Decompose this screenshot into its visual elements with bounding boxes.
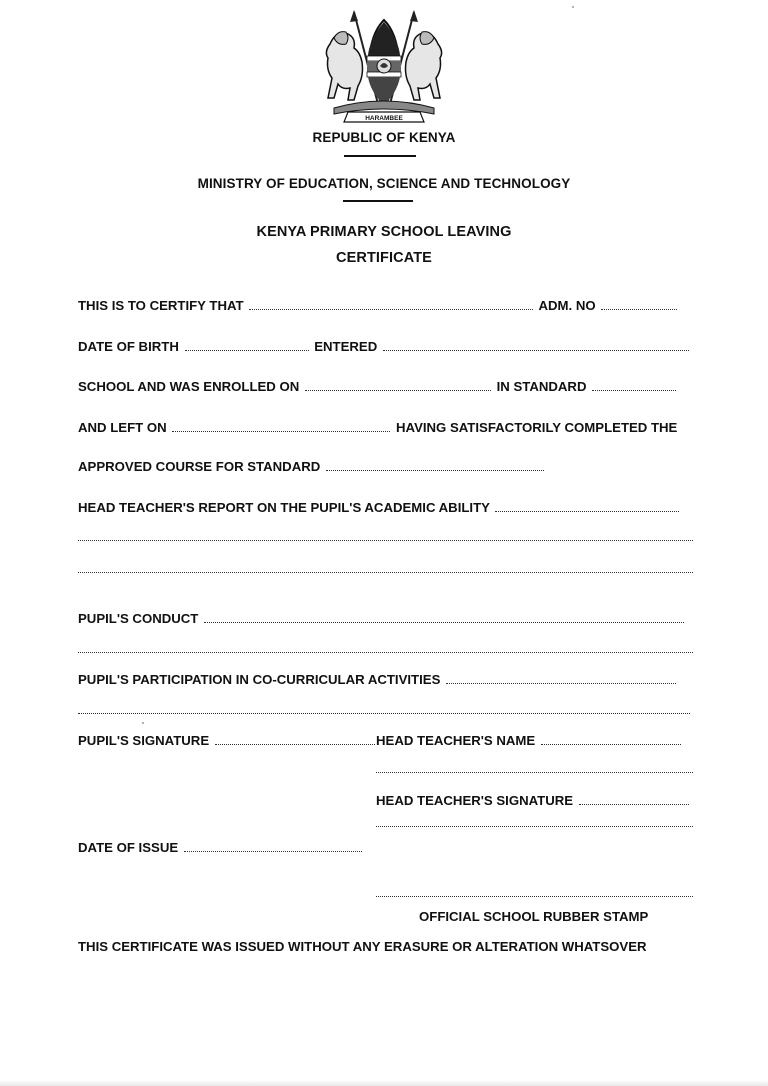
head-signature-blank-line-2	[376, 826, 693, 827]
motto-text: HARAMBEE	[365, 115, 403, 122]
approved-course-label: APPROVED COURSE FOR STANDARD	[78, 459, 321, 474]
enrolled-label: SCHOOL AND WAS ENROLLED ON	[78, 379, 300, 394]
dob-label: DATE OF BIRTH	[78, 339, 179, 354]
head-name-label: HEAD TEACHER'S NAME	[376, 733, 536, 748]
left-on-row	[78, 420, 677, 436]
participation-blank-line-2	[78, 713, 690, 714]
certificate-title-line1: KENYA PRIMARY SCHOOL LEAVING	[256, 224, 512, 240]
republic-heading: REPUBLIC OF KENYA	[312, 130, 456, 145]
report-blank	[495, 500, 679, 512]
pupil-signature-blank	[215, 733, 375, 745]
conduct-blank-line-2	[78, 652, 693, 653]
having-completed-label: HAVING SATISFACTORILY COMPLETED THE	[396, 420, 678, 435]
head-signature-label: HEAD TEACHER'S SIGNATURE	[376, 793, 574, 808]
report-blank-line-2	[78, 540, 693, 541]
participation-label: PUPIL'S PARTICIPATION IN CO-CURRICULAR ACTIVITIES	[78, 672, 441, 687]
certificate-title-line2: CERTIFICATE	[336, 250, 432, 266]
approved-course-row	[78, 459, 546, 475]
date-of-issue-label: DATE OF ISSUE	[78, 840, 179, 855]
participation-row	[78, 672, 678, 688]
dob-row	[78, 339, 691, 355]
conduct-row	[78, 611, 686, 627]
date-of-issue-row	[78, 840, 364, 856]
adm-no-blank	[601, 298, 677, 310]
conduct-label: PUPIL'S CONDUCT	[78, 611, 199, 626]
left-on-blank	[172, 420, 390, 432]
stamp-blank-line	[376, 896, 693, 897]
certify-row	[78, 298, 679, 314]
ministry-heading: MINISTRY OF EDUCATION, SCIENCE AND TECHNOLOGY	[197, 176, 571, 191]
left-on-label: AND LEFT ON	[78, 420, 167, 435]
heading-underline	[344, 155, 416, 157]
scan-speck	[142, 722, 144, 724]
participation-blank	[446, 672, 676, 684]
signature-row	[78, 733, 377, 749]
scan-edge	[0, 1080, 768, 1086]
stamp-label: OFFICIAL SCHOOL RUBBER STAMP	[419, 909, 649, 924]
report-row	[78, 500, 681, 516]
adm-no-label: ADM. NO	[538, 298, 596, 313]
head-signature-blank	[579, 793, 689, 805]
head-name-blank	[541, 733, 681, 745]
scan-speck	[572, 6, 574, 8]
dob-blank	[185, 339, 309, 351]
certify-label: THIS IS TO CERTIFY THAT	[78, 298, 244, 313]
approved-course-blank	[326, 459, 544, 471]
head-signature-row	[376, 793, 691, 809]
name-blank	[249, 298, 533, 310]
in-standard-blank	[592, 379, 676, 391]
ministry-underline	[343, 200, 413, 202]
footer-note: THIS CERTIFICATE WAS ISSUED WITHOUT ANY ERASURE OR ALTERATION WHATSOVER	[78, 939, 647, 954]
head-name-blank-line-2	[376, 772, 693, 773]
report-blank-line-3	[78, 572, 693, 573]
enrolled-blank	[305, 379, 491, 391]
entered-label: ENTERED	[314, 339, 378, 354]
kenya-coat-of-arms-icon	[320, 8, 448, 126]
entered-blank	[383, 339, 689, 351]
report-label: HEAD TEACHER'S REPORT ON THE PUPIL'S ACADEMIC ABILITY	[78, 500, 490, 515]
in-standard-label: IN STANDARD	[496, 379, 587, 394]
conduct-blank	[204, 611, 684, 623]
pupil-signature-label: PUPIL'S SIGNATURE	[78, 733, 210, 748]
head-name-row	[376, 733, 683, 749]
enrolled-row	[78, 379, 678, 395]
date-of-issue-blank	[184, 840, 362, 852]
